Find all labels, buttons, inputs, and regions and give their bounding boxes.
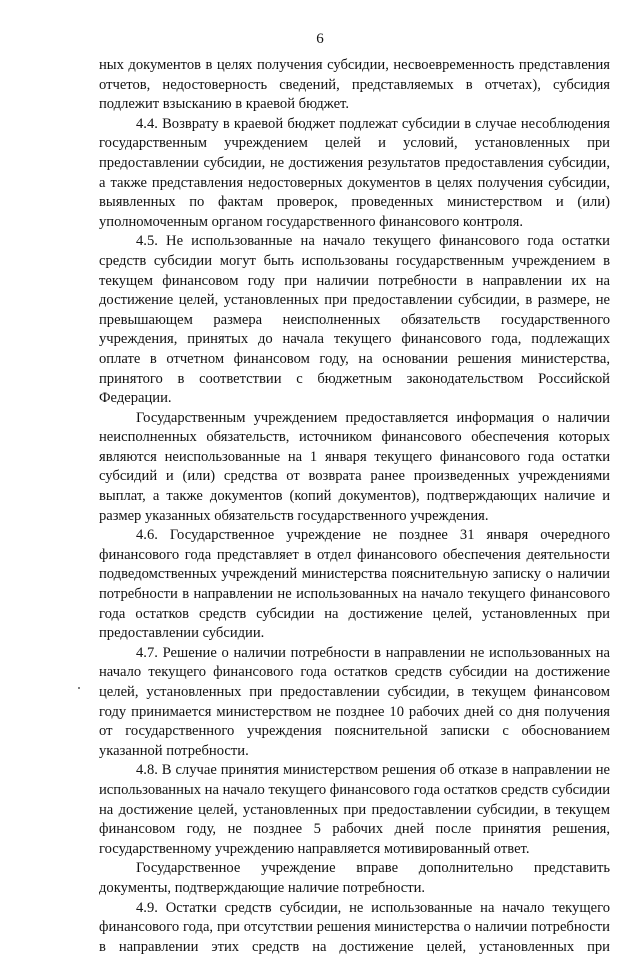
paragraph-4-9: 4.9. Остатки средств субсидии, не использованные на начало текущего финансового года, при отсутствии решения министерства о наличии потребности в направлении этих средств на достижение целей, установленных при [99, 899, 610, 955]
paragraph-4-6: 4.6. Государственное учреждение не позднее 31 января очередного финансового года представляет в отдел финансового обеспечения деятельности подведомственных учреждений министерства пояснительную записку о наличии потребности в направлении не использованных на начало текущего финансового года остатков средств субсидии на достижение целей, установленных при предоставлении субсидии. [99, 527, 610, 642]
paragraph-4-7: 4.7. Решение о наличии потребности в направлении не использованных на начало текущего финансового года остатков средств субсидии на достижение целей, установленных при предоставлении субсидии, в текущем финансовом году принимается министерством не позднее 10 рабочих дней со дня получения от государственного учреждения пояснительной записки с обоснованием указанной потребности. [99, 644, 610, 759]
scan-speck [78, 687, 80, 689]
paragraph-information: Государственным учреждением предоставляется информация о наличии неисполненных обязательств, источником финансового обеспечения которых являются неиспользованные на 1 января текущего финансового года остатки субсидий и (или) средства от возврата ранее произведенных учреждениями выплат, а также документов (копий документов), подтверждающих наличие и размер указанных обязательств государственного учреждения. [99, 409, 610, 524]
paragraph-4-8: 4.8. В случае принятия министерством решения об отказе в направлении не использованных на начало текущего финансового года остатков средств субсидии на достижение целей, установленных при предоставлении субсидии, в текущем финансовом году, не позднее 5 рабочих дней после принятия решения, государственному учреждению направляется мотивированный ответ. [99, 762, 611, 857]
paragraph-continuation: ных документов в целях получения субсидии, несвоевременность представления отчетов, недостоверность сведений, представляемых в отчетах), субсидия подлежит взысканию в краевой бюджет. [99, 57, 610, 113]
document-body [99, 56, 610, 957]
paragraph-additional-documents: Государственное учреждение вправе дополнительно представить документы, подтверждающие наличие потребности. [99, 860, 610, 896]
paragraph-4-4: 4.4. Возврату в краевой бюджет подлежат субсидии в случае несоблюдения государственным учреждением целей и условий, установленных при предоставлении субсидии, не достижения результатов предоставления субсидии, а также представления недостоверных документов в целях получения субсидии, выявленных по фактам проверок, проведенных министерством и (или) уполномоченным органом государственного финансового контроля. [99, 115, 610, 230]
paragraph-4-5: 4.5. Не использованные на начало текущего финансового года остатки средств субсидии могут быть использованы государственным учреждением в текущем финансовом году при наличии потребности в направлении их на достижение целей, установленных при предоставлении субсидии, в размере, не превышающем размера неисполненных обязательств государственного учреждения, принятых до начала текущего финансового года, подлежащих оплате в отчетном финансовом году, на основании решения министерства, принятого в соответствии с бюджетным законодательством Российской Федерации. [99, 233, 610, 407]
page-number: 6 [316, 31, 324, 47]
